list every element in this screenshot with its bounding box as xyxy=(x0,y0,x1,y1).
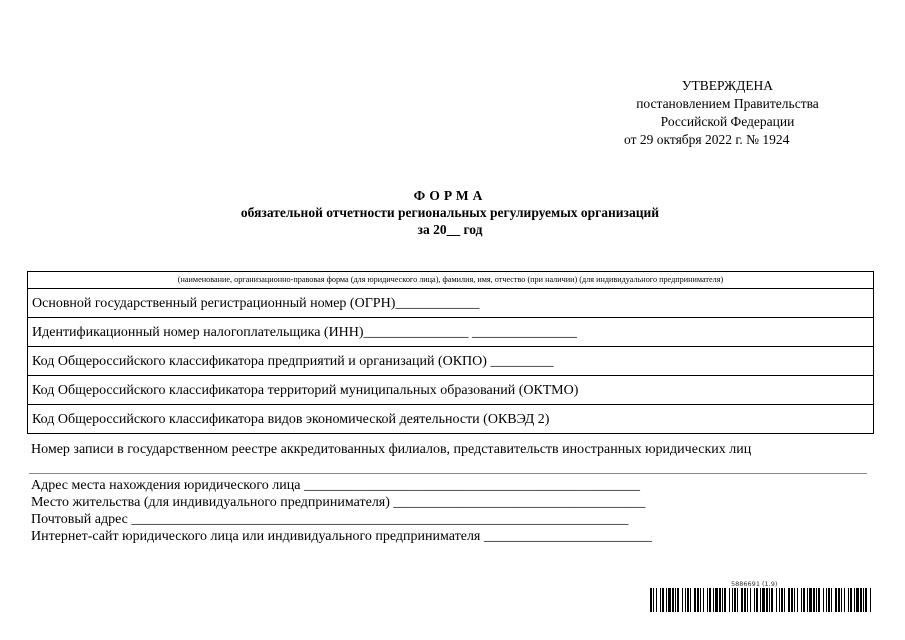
form-title xyxy=(150,187,750,238)
okpo-row: Код Общероссийского классификатора предприятий и организаций (ОКПО) _________ xyxy=(28,347,873,376)
barcode-number: 5886691 (1.9) xyxy=(731,580,778,588)
registry-record-number: Номер записи в государственном реестре аккредитованных филиалов, представительств иностранных юридических лиц xyxy=(31,442,752,457)
oktmo-row: Код Общероссийского классификатора территорий муниципальных образований (ОКТМО) xyxy=(28,376,873,405)
approval-block xyxy=(610,77,845,149)
residence-line: Место жительства (для индивидуального предпринимателя) ____________________________________ xyxy=(31,495,646,510)
organization-name-caption: (наименование, организационно-правовая форма (для юридического лица), фамилия, имя, отчество (при наличии) (для индивидуального предпринимателя) xyxy=(28,272,873,289)
barcode-icon xyxy=(650,588,874,612)
registry-underline xyxy=(29,473,867,474)
approval-decree: постановлением Правительства xyxy=(636,96,819,111)
okved-row: Код Общероссийского классификатора видов экономической деятельности (ОКВЭД 2) xyxy=(32,412,550,427)
postal-address-line: Почтовый адрес _______________________________________________________________________ xyxy=(31,512,629,527)
approval-government: Российской Федерации xyxy=(660,114,795,129)
form-title-year: за 20__ год xyxy=(417,222,483,237)
address-block xyxy=(31,477,731,545)
approval-heading: УТВЕРЖДЕНА xyxy=(681,78,774,93)
website-line: Интернет-сайт юридического лица или индивидуального предпринимателя ________________________ xyxy=(31,529,652,544)
legal-address-line: Адрес места нахождения юридического лица ________________________________________________ xyxy=(31,478,640,493)
approval-date: от 29 октября 2022 г. № 1924 xyxy=(624,132,790,147)
form-title-word: ФОРМА xyxy=(413,188,487,203)
organization-info-table xyxy=(27,271,874,434)
inn-row: Идентификационный номер налогоплательщика (ИНН)_______________ _______________ xyxy=(28,318,873,347)
form-title-subject: обязательной отчетности региональных регулируемых организаций xyxy=(240,205,660,220)
ogrn-row: Основной государственный регистрационный номер (ОГРН)____________ xyxy=(28,289,873,318)
